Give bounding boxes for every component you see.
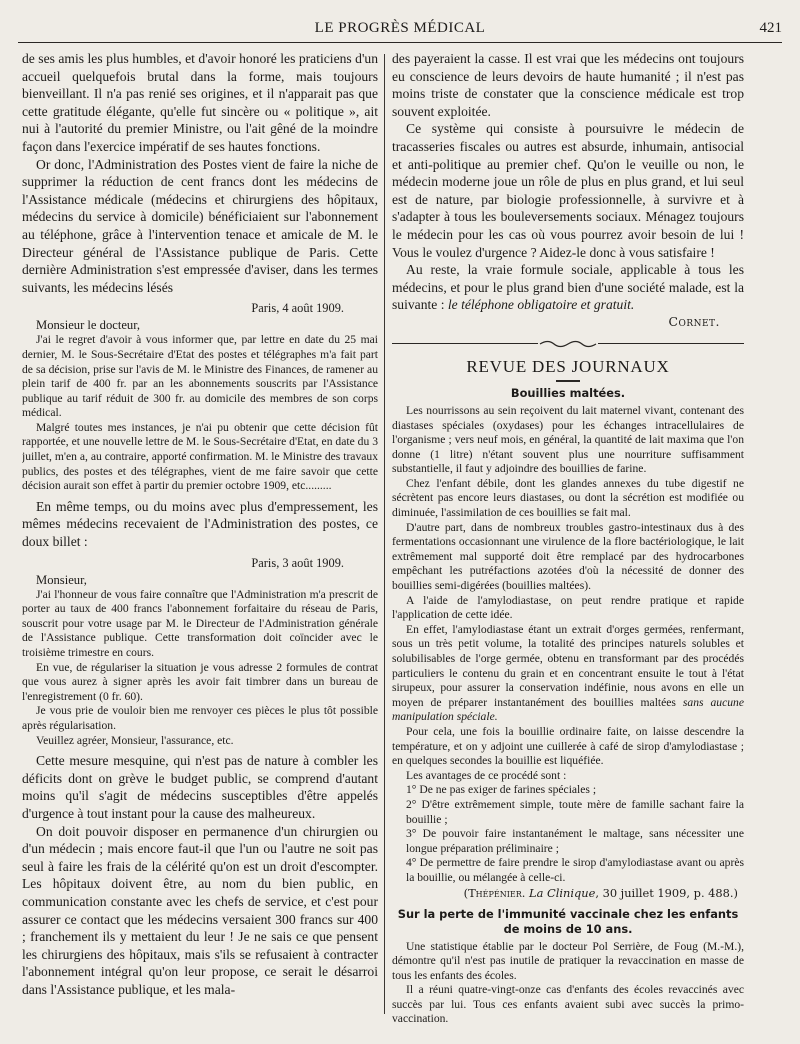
page-number: 421 [759, 20, 782, 36]
letter-salutation: Monsieur, [36, 572, 87, 587]
right-column [392, 50, 744, 1030]
paragraph: Cette mesure mesquine, qui n'est pas de nature à combler les déficits dont on grève le budget public, se comprend d'autant moins qu'il s'agit de médecins susceptibles d'être appelés d'urgence à tout instant pour la cause des malheureux. [22, 753, 378, 821]
heading-rule [556, 380, 580, 382]
paragraph: En même temps, ou du moins avec plus d'empressement, les mêmes médecins recevaient de l'Administration des postes, ce doux billet : [22, 498, 378, 550]
ref-details: , 30 juillet 1909, p. 488.) [595, 885, 738, 900]
emphasis-text: sans aucune manipulation spéciale. [392, 695, 744, 724]
section-heading: REVUE DES JOURNAUX [466, 356, 670, 376]
author-signature: Cornet. [668, 313, 720, 329]
article-paragraph: Chez l'enfant débile, dont les glandes annexes du tube digestif ne sécrètent pas encore leurs diastases, ou dont la sécrétion est modifiée ou diminuée, l'assimilation de ces bouillies se fait mal. [392, 476, 744, 520]
paragraph: des payeraient la casse. Il est vrai que les médecins ont toujours eu conscience de leurs devoirs de haute humanité ; il n'est pas moins triste de constater que la conscience médicale est trop souvent exploitée. [392, 51, 744, 119]
letter-paragraph: Veuillez agréer, Monsieur, l'assurance, etc. [36, 733, 234, 747]
letter-salutation: Monsieur le docteur, [36, 318, 141, 333]
page-header [18, 20, 782, 46]
letter-dateline: Paris, 4 août 1909. [251, 301, 344, 316]
paragraph: Or donc, l'Administration des Postes vient de faire la niche de supprimer la réduction de cent francs dont les médecins de l'Assistance médicale (médecins et chirurgiens des hôpitaux, médecins du service à domicile) bénéficiaient sur l'abonnement au téléphone, grâce à l'intervention tenace et amicale de M. le Directeur général de l'Assistance publique de Paris. Cette dernière Administration s'est empressée d'aviser, dans les termes suivants, les médecins lésés [22, 156, 378, 295]
article-paragraph: Il a réuni quatre-vingt-onze cas d'enfants des écoles revaccinés avec succès par lui. Tous ces enfants avaient subi avec succès la primo-vaccination. [392, 983, 744, 1026]
list-item: 4° De permettre de faire prendre le sirop d'amylodiastase avant ou après la bouillie, ou mélangée à celle-ci. [406, 856, 744, 884]
article-paragraph: Les nourrissons au sein reçoivent du lait maternel vivant, contenant des diastases spéciales (oxydases) pour les échanges intracellulaires de l'organisme ; vers neuf mois, en général, la quantité de lait maxima que l'on donne (1 litre) n'étant souvent plus une nourriture suffisamment substantielle, il faut y adjoindre des bouillies de farine. [392, 403, 744, 476]
ref-author: (Thépénier. [463, 885, 529, 900]
letter-paragraph: J'ai l'honneur de vous faire connaître que l'Administration m'a prescrit de porter au taux de 400 francs l'abonnement forfaitaire du réseau de Paris, souscrit pour votre usage par M. le Directeur de l'Administration générale de l'Assistance publique. Cette transformation doit coïncider avec le troisième trimestre en cours. [22, 587, 378, 659]
paragraph-text: Au reste, la vraie formule sociale, applicable à tous les médecins, et pour le plus grand bien d'une société malade, est la suivante : [392, 262, 744, 313]
list-item: 1° De ne pas exiger de farines spéciales ; [406, 783, 597, 797]
letter-paragraph: J'ai le regret d'avoir à vous informer que, par lettre en date du 25 mai dernier, M. le Sous-Secrétaire d'Etat des postes et télégraphes m'a fait part de sa décision, prise sur l'avis de M. le Ministre des Finances, de ramener au plein tarif de 400 fr. par an les abonnements souscrits par l'Assistance publique au tarif réduit de 300 fr. au domicile des membres de son corps médical. [22, 333, 378, 420]
flourish-icon [538, 338, 598, 350]
ref-journal: La Clinique [529, 885, 596, 900]
paragraph [392, 261, 744, 314]
article-title: Sur la perte de l'immunité vaccinale chez les enfants de moins de 10 ans. [397, 906, 739, 936]
column-divider [384, 54, 385, 1014]
article-paragraph: Une statistique établie par le docteur Pol Serrière, de Foug (M.-M.), démontre qu'il n'est pas inutile de pratiquer la revaccination en masse de tous les enfants des écoles. [392, 939, 744, 982]
letter-paragraph: Je vous prie de vouloir bien me renvoyer ces pièces le plus tôt possible après régularisation. [22, 704, 378, 732]
paragraph: de ses amis les plus humbles, et d'avoir honoré les praticiens d'un accueil quelquefois brutal dans la forme, mais toujours bienveillant. Il n'a pas renié ses origines, et il n'apparait pas que cette gratitude élégante, qu'elle fut sincère ou « politique », ait nui à l'autorité du premier Ministre, ou l'ait gêné de la moindre façon dans l'exercice impératif de ses hautes fonctions. [22, 51, 378, 154]
list-item: 3° De pouvoir faire instantanément le maltage, sans nécessiter une longue préparation préliminaire ; [406, 827, 744, 855]
paragraph: On doit pouvoir disposer en permanence d'un chirurgien ou d'un médecin ; mais encore faut-il que l'un ou l'autre ne soit pas seul à faire les frais de la célérité qu'on est un droit d'escompter. Les hôpitaux doivent être, au nom du bien public, en communication constante avec les chefs de service, et c'est pour assurer ce contact que les médecins versaient 300 francs sur 400 ; franchement ils y mettaient du leur ! Je ne sais ce que pensent les chirurgiens des hôpitaux, mais s'ils se refusaient à contracter l'abonnement intégral qu'on leur propose, ce serait le désarroi dans l'Assistance publique, et les mala- [22, 823, 378, 997]
article-paragraph: D'autre part, dans de nombreux troubles gastro-intestinaux dus à des fermentations occasionnant une virulence de la flore bactériologique, le lait extrêmement mal supporté doit être remplacé par des hydrocarbones empêchant les putréfactions azotées d'où la nécessité de donner des bouillies semi-digérées (bouillies maltées). [392, 520, 744, 593]
header-rule [18, 42, 782, 43]
article-paragraph: Pour cela, une fois la bouillie ordinaire faite, on laisse descendre la température, et on y adjoint une cuillerée à café de sirop d'amylodiastase ; en quelques secondes la bouillie est liquéfiée. [392, 724, 744, 768]
ornament-divider [392, 338, 744, 350]
left-column [22, 50, 378, 1030]
article-reference [392, 886, 744, 901]
paragraph-text: En effet, l'amylodiastase étant un extrait d'orges germées, renfermant, sous un très petit volume, la totalité des principes naturels solubles et solubilisables de l'orge germée, obtenu en transformant par des procédés particuliers le contenu du grain et en concentrant ensuite le tout à l'état sirupeux, pour assurer la conservation indéfinie, nous avons en elle un moyen de préparer instantanément des bouillies maltées [392, 622, 744, 709]
letter-paragraph: Malgré toutes mes instances, je n'ai pu obtenir que cette décision fût rapportée, et une nouvelle lettre de M. le Sous-Secrétaire d'Etat, en date du 3 juillet, m'en a, au contraire, apporté confirmation. M. le Ministre des travaux publics, des postes et des télégraphes, vient de me faire savoir que cette décision aurait son effet à partir du premier octobre 1909, etc......... [22, 420, 378, 493]
emphasis-text: le téléphone obligatoire et gratuit. [447, 297, 635, 313]
article-paragraph [392, 623, 744, 725]
article-paragraph: Les avantages de ce procédé sont : [406, 768, 567, 782]
letter-dateline: Paris, 3 août 1909. [251, 555, 344, 570]
list-item: 2° D'être extrêmement simple, toute mère de famille sachant faire la bouillie ; [406, 797, 744, 826]
article-paragraph: A l'aide de l'amylodiastase, on peut rendre pratique et rapide l'application de cette idée. [392, 593, 744, 622]
paragraph: Ce système qui consiste à poursuivre le médecin de tracasseries fiscales ou autres est absurde, inhumain, antisocial et anti-politique au premier chef. Qu'on le veuille ou non, le médecin moderne joue un rôle de plus en plus grand, et lui seul est de nature, par biologie professionnelle, à survivre et à s'adapter à tous les bouleversements sociaux. Ménagez toujours le médecin pour les cas où vous pourrez avoir besoin de lui ! Vous le voulez d'urgence ? Aidez-le donc à vous satisfaire ! [392, 121, 744, 260]
journal-title: LE PROGRÈS MÉDICAL [314, 20, 486, 36]
letter-paragraph: En vue, de régulariser la situation je vous adresse 2 formules de contrat que vous aurez à signer après les avoir fait timbrer dans un bureau de l'enregistrement (0 fr. 60). [22, 660, 378, 703]
article-title: Bouillies maltées. [510, 385, 626, 400]
